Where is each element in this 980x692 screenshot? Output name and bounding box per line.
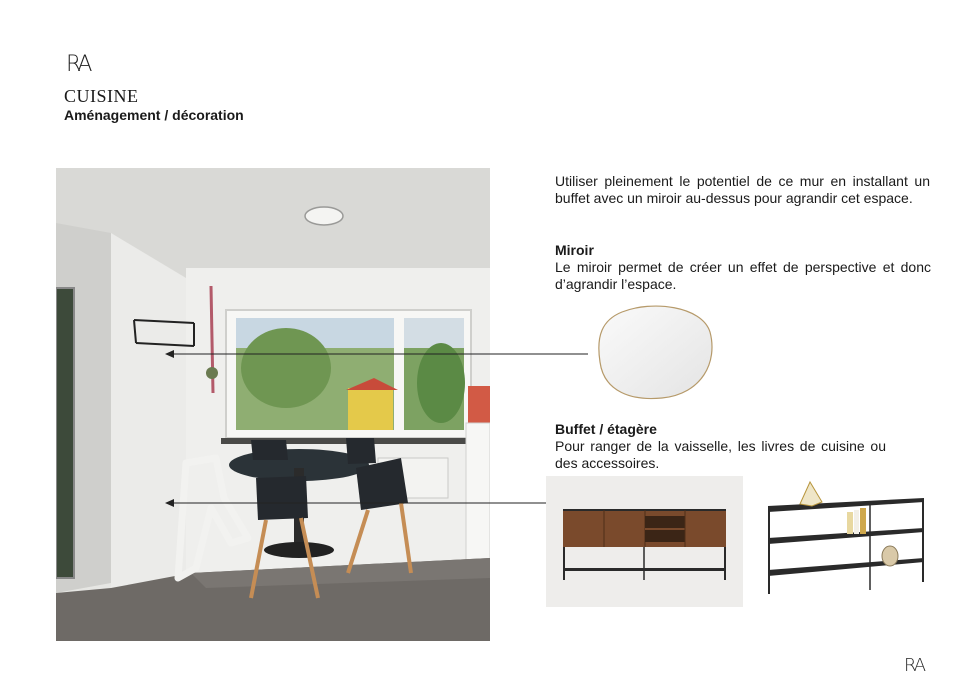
- miroir-description: Le miroir permet de créer un effet de perspective et donc d’agrandir l’espace.: [555, 259, 931, 292]
- buffet-image: [546, 476, 743, 607]
- buffet-heading: Buffet / étagère: [555, 421, 657, 437]
- intro-text: Utiliser pleinement le potentiel de ce mur en installant un buffet avec un miroir au-dessus pour agrandir cet espace.: [555, 173, 930, 206]
- brand-logo: RA: [66, 52, 90, 77]
- mirror-image: [592, 302, 722, 402]
- page-subtitle: Aménagement / décoration: [64, 107, 244, 123]
- shelf-image: [752, 472, 932, 607]
- kitchen-photo: [56, 168, 490, 641]
- miroir-heading: Miroir: [555, 242, 594, 258]
- page-title: CUISINE: [64, 86, 139, 106]
- buffet-description: Pour ranger de la vaisselle, les livres de cuisine ou des accessoires.: [555, 438, 886, 471]
- brand-logo-footer: RA: [904, 655, 925, 676]
